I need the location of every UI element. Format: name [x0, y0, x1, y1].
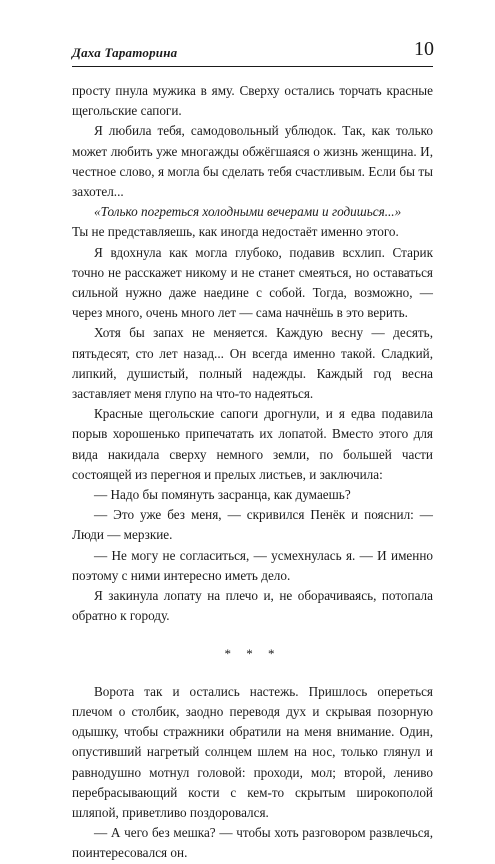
paragraph: Хотя бы запах не меняется. Каждую весну — десять, пятьдесят, сто лет назад... Он всегда именно такой. Сладкий, липкий, душистый, полный надежды. Каждый год весна заставляет меня глупо на что-то надеяться.	[72, 325, 433, 402]
dialogue-line: — Надо бы помянуть засранца, как думаешь?	[94, 487, 351, 503]
dialogue-line: — Не могу не согласиться, — усмехнулась я. — И именно поэтому с ними интересно иметь дело.	[72, 547, 433, 583]
paragraph: Я закинула лопату на плечо и, не оборачиваясь, потопала обратно к городу.	[72, 588, 433, 624]
paragraph: Красные щегольские сапоги дрогнули, и я едва подавила порыв хорошенько припечатать их лопатой. Вместо этого для вида накидала сверху немного земли, по большей части состоящей из перегноя и прелых листьев, и заключила:	[72, 406, 433, 482]
paragraph: Ты не представляешь, как иногда недостаёт именно этого.	[72, 224, 399, 240]
running-header-author: Даха Тараторина	[72, 45, 178, 60]
dialogue-line: — А чего без мешка? — чтобы хоть разговором развлечься, поинтересовался он.	[72, 825, 433, 861]
paragraph: Ворота так и остались настежь. Пришлось опереться плечом о столбик, заодно переводя дух и скрывая позорную одышку, чтобы стражники обратили на меня внимание. Один, опустивший нагретый солнцем шлем на нос, только глянул и равнодушно мотнул головой: проходи, мол; второй, лениво перебрасывающий кости с кем-то скрытым широкополой шляпой, приветливо поздоровался.	[72, 683, 433, 820]
section-separator: * * *	[224, 646, 281, 662]
header-rule	[72, 66, 433, 67]
paragraph: Я любила тебя, самодовольный ублюдок. Так, как только может любить уже многажды обжёгшаяся о жизнь женщина. И, честное слово, я могла бы сделать тебя счастливым. Если бы ты захотел...	[72, 123, 433, 200]
paragraph: просту пнула мужика в яму. Сверху остались торчать красные щегольские сапоги.	[72, 83, 433, 119]
paragraph: Я вдохнула как могла глубоко, подавив всхлип. Старик точно не расскажет никому и не станет смеяться, но оставаться сильной нужно даже наедине с собой. Тогда, возможно, — через много, очень много лет — сама начнёшь в это верить.	[72, 244, 433, 321]
body-text	[72, 81, 433, 864]
italic-quote: «Только погреться холодными вечерами и годишься...»	[94, 204, 402, 220]
dialogue-line: — Это уже без меня, — скривился Пенёк и пояснил: — Люди — мерзкие.	[72, 507, 433, 543]
page-number: 10	[414, 38, 434, 60]
